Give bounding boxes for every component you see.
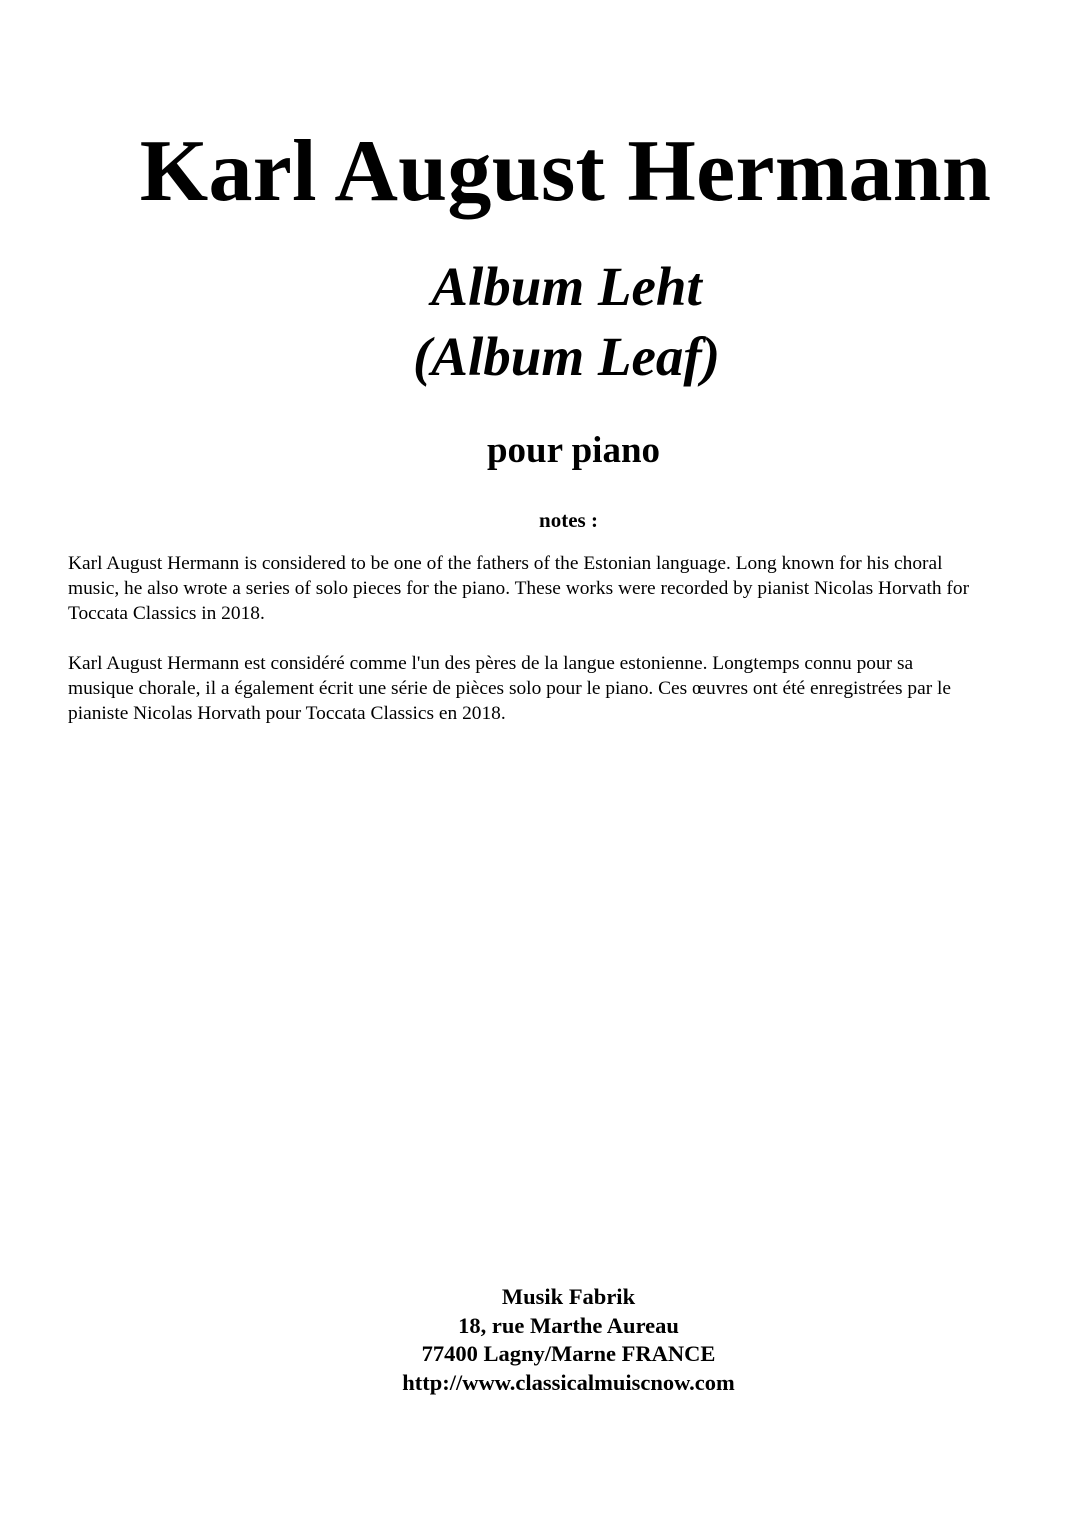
publisher-name: Musik Fabrik — [501, 1284, 636, 1309]
notes-heading: notes : — [539, 508, 598, 532]
composer-name: Karl August Hermann — [139, 123, 992, 220]
work-title-english: (Album Leaf) — [412, 326, 721, 387]
notes-paragraph-english: Karl August Hermann is considered to be one of the fathers of the Estonian language. Long known for his choral music, he also wrote a series of solo pieces for the piano. These works were recorded by pianist Nicolas Horvath for Toccata Classics in 2018. — [68, 553, 970, 624]
work-title-estonian: Album Leht — [431, 256, 702, 317]
notes-section — [68, 551, 973, 751]
publisher-block — [0, 1283, 1071, 1397]
publisher-website: http://www.classicalmuiscnow.com — [402, 1369, 735, 1395]
notes-paragraph-french: Karl August Hermann est considéré comme l'un des pères de la langue estonienne. Longtemps connu pour sa musique chorale, il a également écrit une série de pièces solo pour le piano. Ces œuvres ont été enregistrées par le pianiste Nicolas Horvath pour Toccata Classics en 2018. — [68, 653, 952, 724]
publisher-city: 77400 Lagny/Marne FRANCE — [421, 1341, 716, 1366]
publisher-street: 18, rue Marthe Aureau — [458, 1312, 679, 1338]
work-title — [0, 252, 1071, 392]
instrumentation: pour piano — [486, 430, 661, 471]
